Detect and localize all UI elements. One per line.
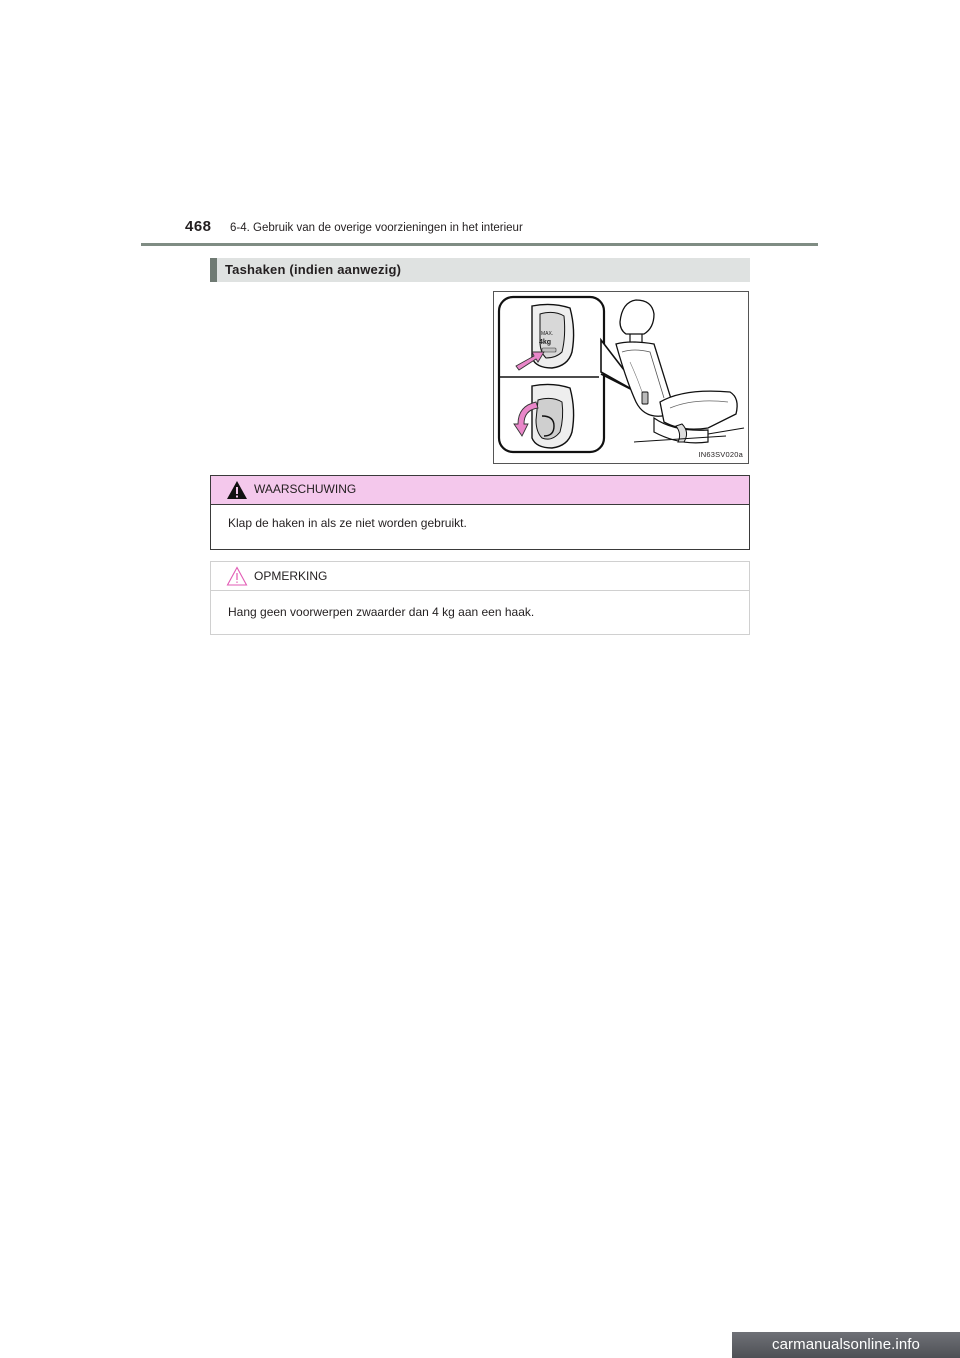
notice-text: Hang geen voorwerpen zwaarder dan 4 kg aan een haak. (228, 605, 535, 619)
header-rule (141, 243, 818, 246)
page-number: 468 (185, 218, 212, 235)
seat-headrest (620, 300, 654, 334)
notice-triangle-icon (226, 566, 248, 586)
section-header: 6-4. Gebruik van de overige voorzieningen in het interieur (230, 222, 523, 234)
seat-hook-drawing (494, 292, 748, 463)
title-accent (210, 258, 217, 282)
section-title: Tashaken (indien aanwezig) (225, 262, 402, 277)
warning-triangle-icon (226, 480, 248, 500)
illustration-code: IN63SV020a (698, 450, 743, 459)
seat-hook-illustration (493, 291, 749, 464)
hook-label-weight: 4kg (539, 339, 552, 346)
section-title-bar (210, 258, 750, 282)
notice-label: OPMERKING (254, 569, 328, 583)
seat-hook-location (642, 392, 648, 404)
warning-header (211, 476, 749, 505)
notice-box (210, 561, 750, 635)
notice-header (211, 562, 749, 591)
hook-label-max: MAX. (541, 331, 554, 337)
watermark: carmanualsonline.info (732, 1332, 960, 1358)
warning-text: Klap de haken in als ze niet worden gebruikt. (228, 516, 467, 530)
warning-label: WAARSCHUWING (254, 482, 357, 496)
seat-cushion (660, 391, 737, 429)
warning-box (210, 475, 750, 550)
